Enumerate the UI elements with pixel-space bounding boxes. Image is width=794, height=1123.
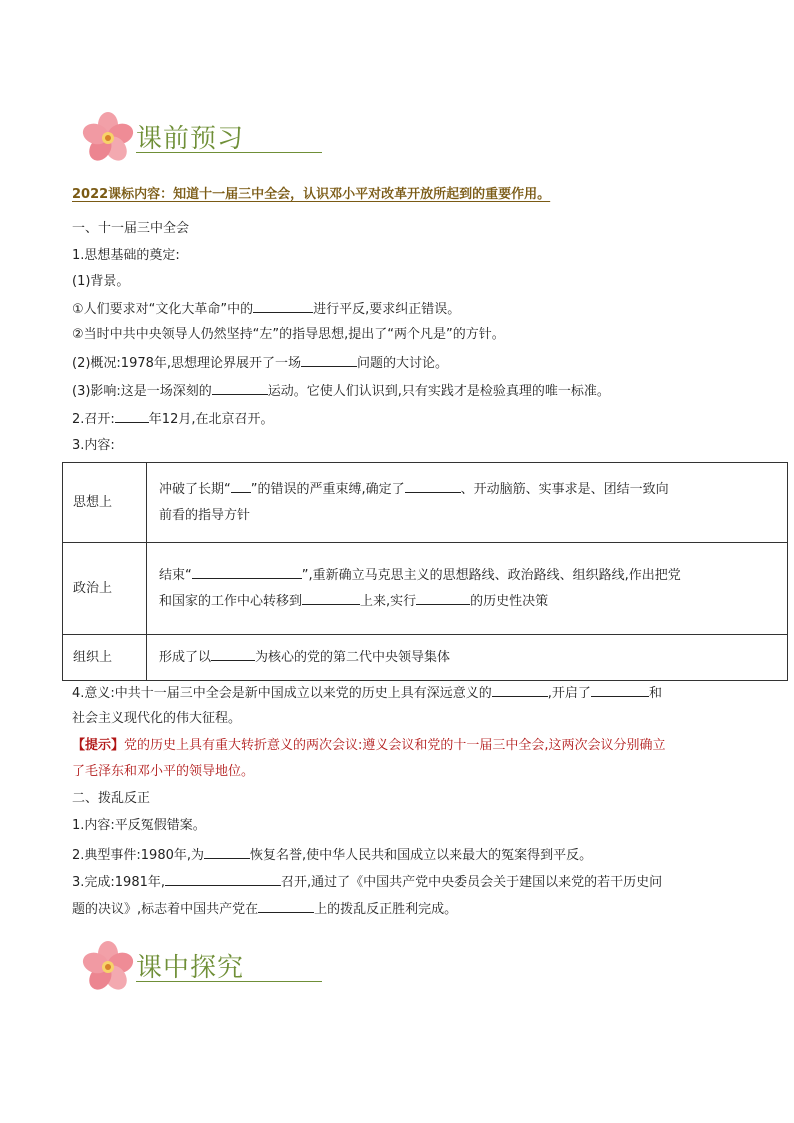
fill-blank[interactable] [591,683,649,697]
fill-blank[interactable] [258,899,314,913]
item-4: 4.意义:中共十一届三中全会是新中国成立以来党的历史上具有深远意义的 ,开启了 和 [72,683,662,703]
fill-blank[interactable] [211,647,255,661]
p2-item-3-line2: 题的决议》,标志着中国共产党在 上的拨乱反正胜利完成。 [72,899,457,919]
table-row [63,543,788,635]
row-content: 冲破了长期“ ”的错误的严重束缚,确定了 、开动脑筋、实事求是、团结一致向 前看的指导方针 [147,463,788,543]
curriculum-standard: 2022课标内容：知道十一届三中全会，认识邓小平对改革开放所起到的重要作用。 [72,187,551,202]
fill-blank[interactable] [405,479,461,493]
item-1: 1.思想基础的奠定: [72,248,180,263]
fill-blank[interactable] [301,353,357,367]
fill-blank[interactable] [115,409,149,423]
row-head: 政治上 [63,543,147,635]
section-header-inclass [78,937,378,997]
fill-blank[interactable] [416,591,470,605]
fill-blank[interactable] [212,381,268,395]
item-1-2: (2)概况:1978年,思想理论界展开了一场 问题的大讨论。 [72,353,448,373]
section-header-preview [78,108,378,168]
item-2: 2.召开: 年12月,在北京召开。 [72,409,273,429]
item-4-line2: 社会主义现代化的伟大征程。 [72,711,242,726]
table-row [63,635,788,681]
section-title-inclass: 课中探究 [136,953,245,983]
fill-blank[interactable] [165,872,281,886]
item-1-1: (1)背景。 [72,274,130,289]
p2-item-1: 1.内容:平反冤假错案。 [72,818,206,833]
row-head: 组织上 [63,635,147,681]
hint-tag: 【提示】 [72,738,125,753]
plum-blossom-icon [78,937,138,997]
item-1-1-b: ②当时中共中央领导人仍然坚持“左”的指导思想,提出了“两个凡是”的方针。 [72,327,505,342]
hint-line1: 【提示】党的历史上具有重大转折意义的两次会议:遵义会议和党的十一届三中全会,这两次会议分别确立 [72,738,666,753]
row-head: 思想上 [63,463,147,543]
fill-blank[interactable] [204,845,250,859]
fill-blank[interactable] [253,299,313,313]
fill-blank[interactable] [302,591,360,605]
section-title-underline [136,152,322,153]
item-3: 3.内容: [72,438,115,453]
p2-item-3: 3.完成:1981年, 召开,通过了《中国共产党中央委员会关于建国以来党的若干历史问 [72,872,662,892]
p2-item-2: 2.典型事件:1980年,为 恢复名誉,使中华人民共和国成立以来最大的冤案得到平反。 [72,845,592,865]
item-1-3: (3)影响:这是一场深刻的 运动。它使人们认识到,只有实践才是检验真理的唯一标准。 [72,381,610,401]
row-content: 结束“ ”,重新确立马克思主义的思想路线、政治路线、组织路线,作出把党 和国家的工作中心转移到 上来,实行 的历史性决策 [147,543,788,635]
plum-blossom-icon [78,108,138,168]
fill-blank[interactable] [192,565,302,579]
hint-line2: 了毛泽东和邓小平的领导地位。 [72,764,255,779]
part2-heading: 二、拨乱反正 [72,791,151,806]
table-row [63,463,788,543]
row-content: 形成了以 为核心的党的第二代中央领导集体 [147,635,788,681]
section-title-underline [136,981,322,982]
content-table [62,462,788,681]
section-title-preview: 课前预习 [136,124,245,154]
item-1-1-a: ①人们要求对“文化大革命”中的 进行平反,要求纠正错误。 [72,299,460,319]
part1-heading: 一、十一届三中全会 [72,221,190,236]
fill-blank[interactable] [492,683,548,697]
fill-blank[interactable] [231,479,251,493]
